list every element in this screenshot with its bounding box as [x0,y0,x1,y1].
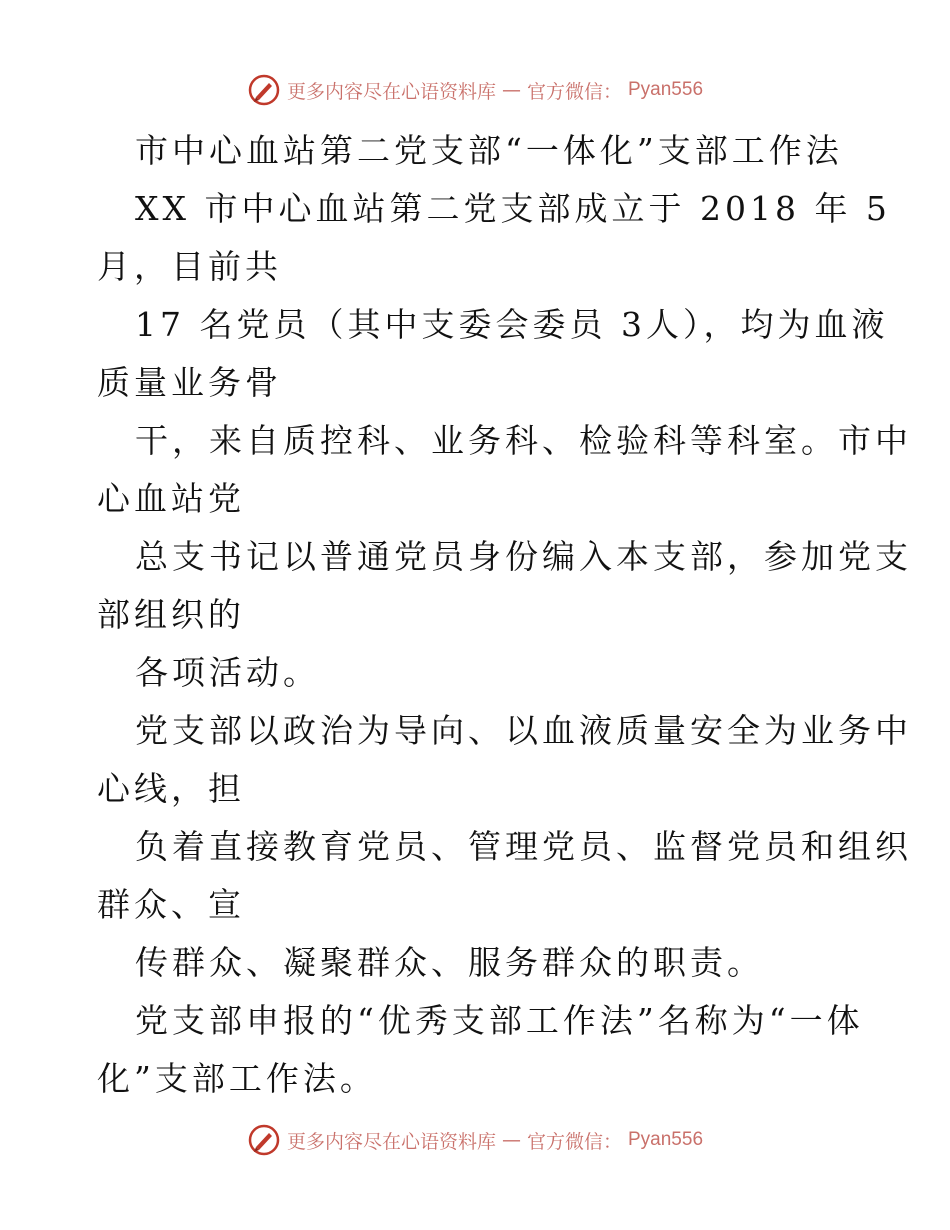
banner-separator: — [501,79,521,101]
paragraph-line: 17 名党员（其中支委会委员 3人），均为血液 [135,305,889,344]
watermark-banner-top [0,72,950,108]
paragraph-line: 干，来自质控科、业务科、检验科等科室。市中 [135,421,912,460]
paragraph-line: XX 市中心血站第二党支部成立于 2018 年 5 [135,189,891,228]
banner-handle: Pyan556 [628,1129,704,1150]
banner-handle: Pyan556 [628,79,704,100]
document-body [97,122,912,1108]
banner-separator: — [501,1129,521,1151]
paragraph-line: 党支部以政治为导向、以血液质量安全为业务中 [135,711,912,750]
paragraph-line: 党支部申报的“优秀支部工作法”名称为“一体 [135,1001,864,1040]
paragraph-line: 传群众、凝聚群众、服务群众的职责。 [135,943,764,982]
paragraph-line: 部组织的 [97,595,245,634]
watermark-banner-bottom [0,1122,950,1158]
document-title: 市中心血站第二党支部“一体化”支部工作法 [135,131,843,170]
banner-text: 更多内容尽在心语资料库 [286,80,496,103]
paragraph-line: 质量业务骨 [97,363,282,402]
pen-circle-icon [247,73,281,107]
paragraph-line: 总支书记以普通党员身份编入本支部，参加党支 [135,537,912,576]
paragraph-line: 群众、宣 [97,885,245,924]
paragraph-line: 心血站党 [97,479,245,518]
paragraph-line: 负着直接教育党员、管理党员、监督党员和组织 [135,827,912,866]
banner-label: 官方微信： [526,1130,622,1153]
paragraph-line: 各项活动。 [135,653,320,692]
banner-text: 更多内容尽在心语资料库 [286,1130,496,1153]
paragraph-line: 心线，担 [97,769,245,808]
banner-label: 官方微信： [526,80,622,103]
paragraph-line: 月，目前共 [97,247,282,286]
paragraph-line: 化”支部工作法。 [97,1059,377,1098]
pen-circle-icon [247,1123,281,1157]
